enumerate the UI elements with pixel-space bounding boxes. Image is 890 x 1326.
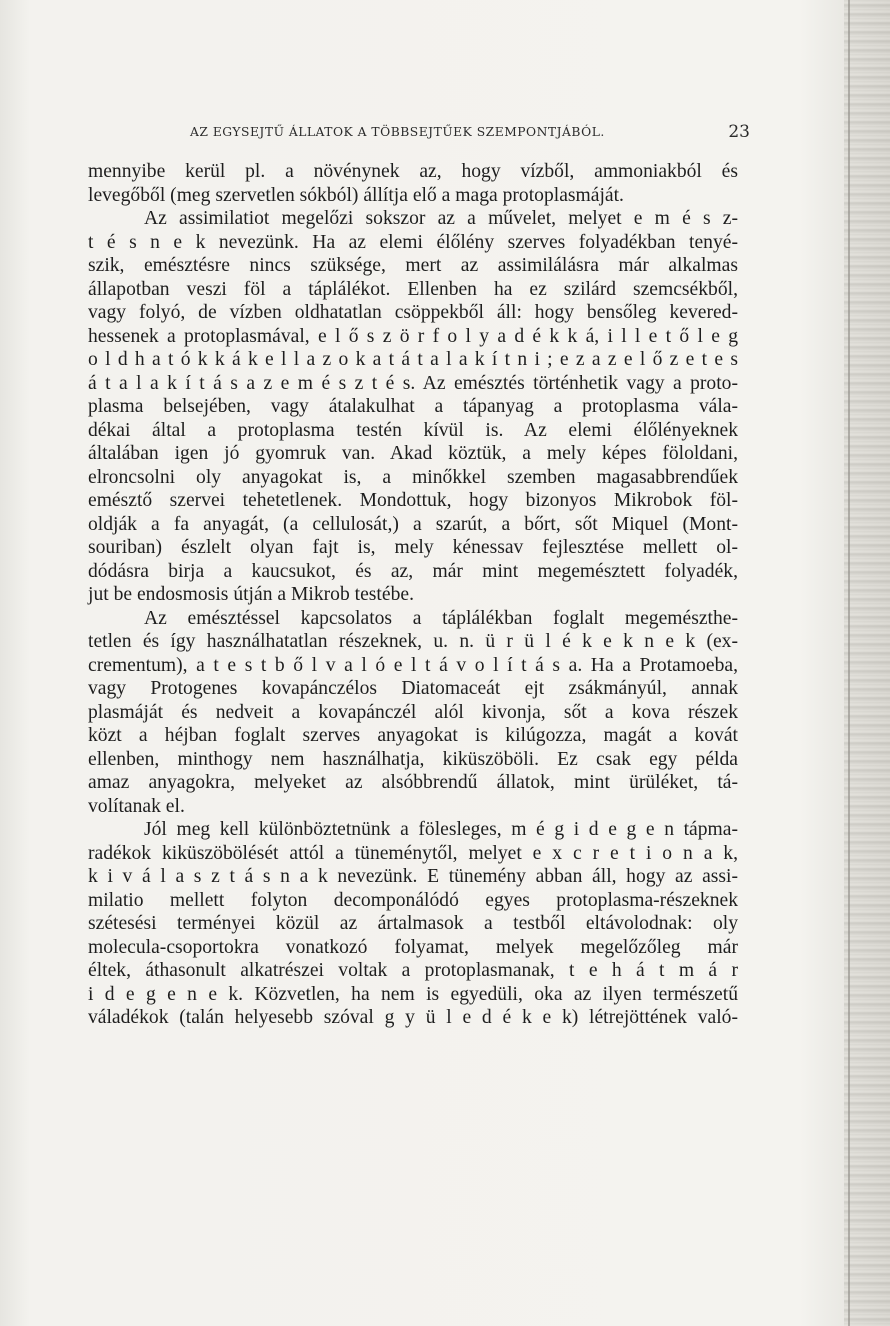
text-line: crementum), a t e s t b ő l v a l ó e l t á v o l í t á s a. Ha a Protamoeba, <box>88 654 738 676</box>
text-line: Az emésztéssel kapcsolatos a táplálékban foglalt megemészthe- <box>144 607 738 629</box>
text-line: plasma belsejében, vagy átalakulhat a tápanyag a protoplasma vála- <box>88 396 738 417</box>
text-line: plasmáját és nedveit a kovapánczél alól kivonja, sőt a kova részek <box>88 701 738 723</box>
text-line: o l d h a t ó k k á k e l l a z o k a t á t a l a k í t n i ; e z a z e l ő z e t e s <box>88 349 738 370</box>
text-line: oldják a fa anyagát, (a cellulosát,) a szarút, a bőrt, sőt Miquel (Mont- <box>88 513 738 535</box>
page-edge-shadow <box>844 0 890 1326</box>
text-line: k i v á l a s z t á s n a k nevezünk. E tünemény abban áll, hogy az assi- <box>88 866 738 887</box>
text-line: dódásra birja a kaucsukot, és az, már mint megemésztett folyadék, <box>88 560 738 582</box>
text-line: levegőből (meg szervetlen sókból) állítja elő a maga protoplasmáját. <box>88 184 624 206</box>
text-line: váladékok (talán helyesebb szóval g y ü l e d é k e k) létrejöttének való- <box>88 1007 738 1028</box>
text-line: elroncsolni oly anyagokat is, a minőkkel szemben magasabbrendűek <box>88 466 738 488</box>
page-gutter-line <box>848 0 850 1326</box>
text-line: t é s n e k nevezünk. Ha az elemi élőlény szerves folyadékban tenyé- <box>88 231 738 253</box>
text-line: Jól meg kell különböztetnünk a fölesleges, m é g i d e g e n tápma- <box>144 819 738 840</box>
text-line: általában igen jó gyomruk van. Akad köztük, a mely képes föloldani, <box>88 443 738 464</box>
text-line: dékai által a protoplasma testén kívül is. Az elemi élőlényeknek <box>88 419 738 441</box>
text-line: molecula-csoportokra vonatkozó folyamat, melyek megelőzőleg már <box>88 936 738 958</box>
body-text <box>88 160 738 1030</box>
text-line: souriban) észlelt olyan fajt is, mely kénessav fejlesztése mellett ol- <box>88 537 738 558</box>
page-number: 23 <box>728 122 750 142</box>
text-line: szik, emésztésre nincs szüksége, mert az assimilálásra már alkalmas <box>88 255 738 276</box>
text-line: közt a héjban foglalt szerves anyagokat is kilúgozza, magát a kovát <box>88 725 738 746</box>
text-line: ellenben, minthogy nem használhatja, kiküszöböli. Ez csak egy példa <box>88 748 738 770</box>
text-line: tetlen és így használhatatlan részeknek, u. n. ü r ü l é k e k n e k (ex- <box>88 631 738 652</box>
text-line: á t a l a k í t á s a z e m é s z t é s. Az emésztés történhetik vagy a proto- <box>88 372 738 394</box>
text-line: éltek, áthasonult alkatrészei voltak a protoplasmanak, t e h á t m á r <box>88 960 738 981</box>
text-line: amaz anyagokra, melyeket az alsóbbrendű állatok, mint ürüléket, tá- <box>88 772 738 793</box>
text-line: milatio mellett folyton decomponálódó egyes protoplasma-részeknek <box>88 889 738 911</box>
text-line: állapotban veszi föl a táplálékot. Ellenben ha ez szilárd szemcsékből, <box>88 278 738 300</box>
text-line: radékok kiküszöbölését attól a tüneménytől, melyet e x c r e t i o n a k, <box>88 842 738 864</box>
text-line: hessenek a protoplasmával, e l ő s z ö r f o l y a d é k k á, i l l e t ő l e g <box>88 325 738 347</box>
text-line: emésztő szervei tehetetlenek. Mondottuk, hogy bizonyos Mikrobok föl- <box>88 490 738 511</box>
page-header <box>190 122 750 146</box>
text-line: szétesési terményei közül az ártalmasok a testből eltávolodnak: oly <box>88 913 738 934</box>
text-line: vagy Protogenes kovapánczélos Diatomaceát ejt zsákmányúl, annak <box>88 678 738 699</box>
text-line: Az assimilatiot megelőzi sokszor az a művelet, melyet e m é s z- <box>144 208 738 229</box>
running-head: AZ EGYSEJTŰ ÁLLATOK A TÖBBSEJTŰEK SZEMPONTJÁBÓL. <box>190 125 605 139</box>
text-line: mennyibe kerül pl. a növénynek az, hogy vízből, ammoniakból és <box>88 161 738 182</box>
text-line: volítanak el. <box>88 795 185 817</box>
text-line: jut be endosmosis útján a Mikrob testébe. <box>88 584 414 605</box>
text-line: vagy folyó, de vízben oldhatatlan csöppekből áll: hogy bensőleg kevered- <box>88 302 738 323</box>
text-line: i d e g e n e k. Közvetlen, ha nem is egyedüli, oka az ilyen természetű <box>88 983 738 1005</box>
